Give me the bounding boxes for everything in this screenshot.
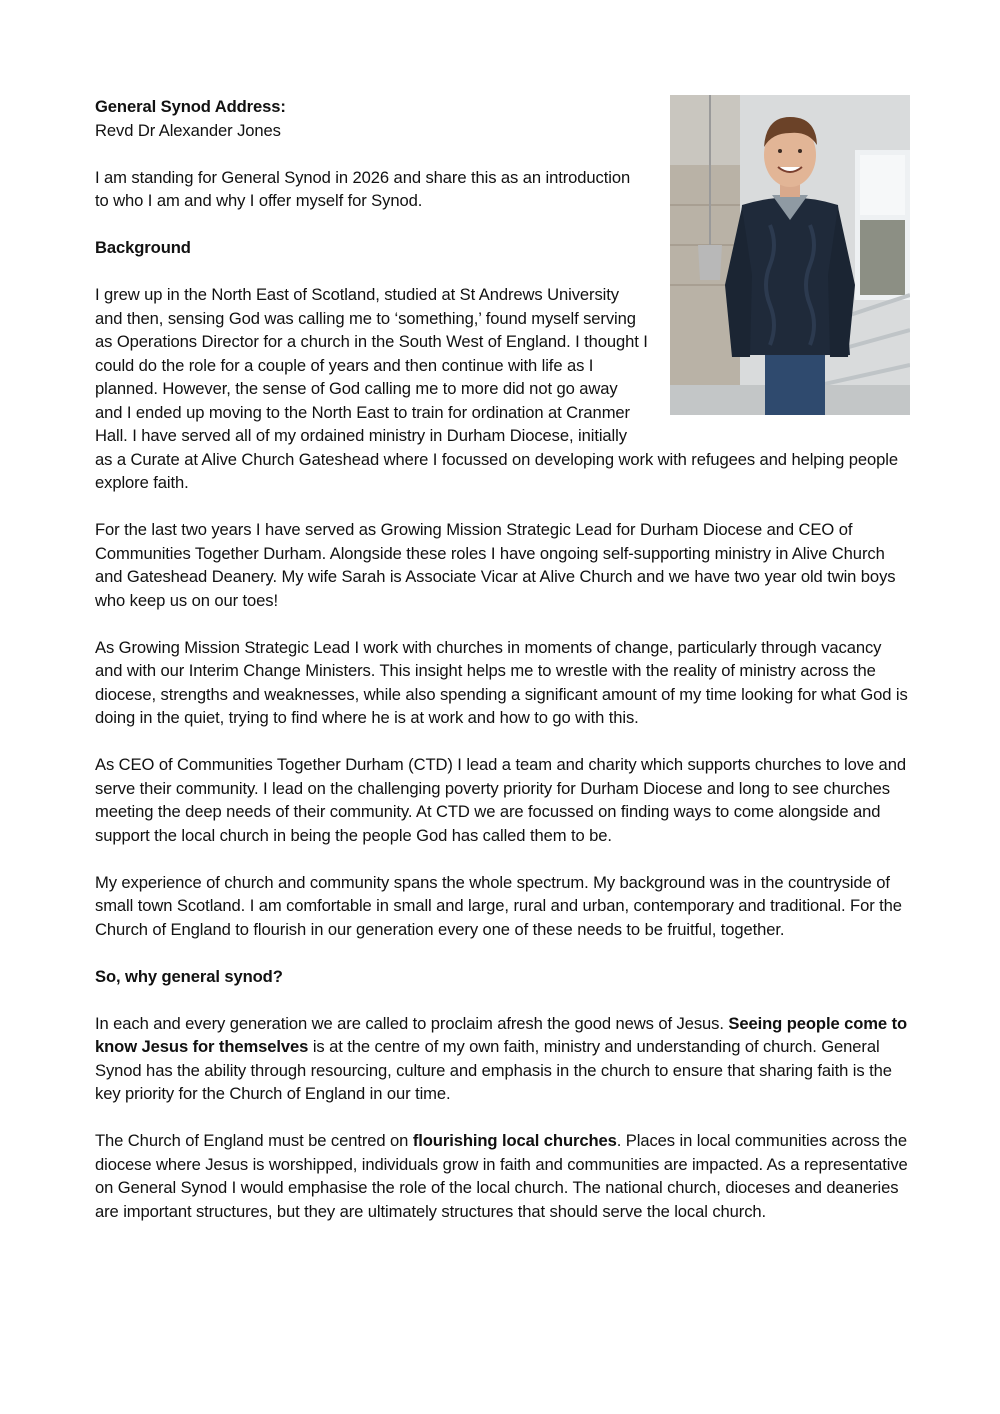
background-paragraph-1: I grew up in the North East of Scotland, studied at St Andrews University and then, sensing God was calling me to ‘something,’ found myself serving as Operations Director for a church in the South West of England. I thought I could do the role for a couple of years and then continue with life as I planned. However, the sense of God calling me to more did not go away and I ended up moving to the North East to train for ordination at Cranmer Hall. I have served all of my ordained ministry in Durham Diocese, initially as a Curate at Alive Church Gateshead where I focussed on developing work with refugees and helping people explore faith. [95,285,899,492]
intro-paragraph: I am standing for General Synod in 2026 and share this as an introduction to who I am and why I offer myself for Synod. [95,167,631,210]
background-paragraph-2: For the last two years I have served as Growing Mission Strategic Lead for Durham Diocese and CEO of Communities Together Durham. Alongside these roles I have ongoing self-supporting ministry in Alive Church and Gateshead Deanery. My wife Sarah is Associate Vicar at Alive Church and we have two year old twin boys who keep us on our toes! [95,520,896,610]
why-synod-heading: So, why general synod? [95,966,283,986]
why-p2-text: The Church of England must be centred on [95,1131,413,1150]
background-paragraph-3: As Growing Mission Strategic Lead I work with churches in moments of change, particularly through vacancy and with our Interim Change Ministers. This insight helps me to wrestle with the reality of ministry across the diocese, strengths and weaknesses, while also spending a significant amount of my time looking for what God is doing in the quiet, trying to find where he is at work and how to go with this. [95,637,908,727]
document-title: General Synod Address: [95,97,286,116]
portrait-photo [670,95,910,415]
author-name: Revd Dr Alexander Jones [95,120,281,140]
document-page [95,95,910,1247]
portrait-illustration [670,95,910,415]
background-heading: Background [95,238,191,257]
why-p2-text-rest: . Places in local communities across the diocese where Jesus is worshipped, individuals grow in faith and communities are impacted. As a representative on General Synod I would emphasise the role of the local church. The national church, dioceses and deaneries are important structures, but they are ultimately structures that should serve the local church. [95,1131,908,1221]
why-p1-emphasis: Seeing people come to know Jesus for themselves [95,1013,908,1056]
why-paragraph-2 [95,1129,910,1223]
why-p2-emphasis: flourishing local churches [412,1131,617,1150]
background-paragraph-5: My experience of church and community spans the whole spectrum. My background was in the countryside of small town Scotland. I am comfortable in small and large, rural and urban, contemporary and traditional. For the Church of England to flourish in our generation every one of these needs to be fruitful, together. [95,872,902,939]
why-p1-text-rest: is at the centre of my own faith, ministry and understanding of church. General Synod has the ability through resourcing, culture and emphasis in the church to ensure that sharing faith is the key priority for the Church of England in our time. [95,1037,892,1103]
background-paragraph-4: As CEO of Communities Together Durham (CTD) I lead a team and charity which supports churches to love and serve their community. I lead on the challenging poverty priority for Durham Diocese and long to see churches meeting the deep needs of their community. At CTD we are focussed on finding ways to come alongside and support the local church in being the people God has called them to be. [95,755,906,845]
why-paragraph-1 [95,1012,910,1106]
why-p1-text: In each and every generation we are called to proclaim afresh the good news of Jesus. [95,1013,729,1033]
